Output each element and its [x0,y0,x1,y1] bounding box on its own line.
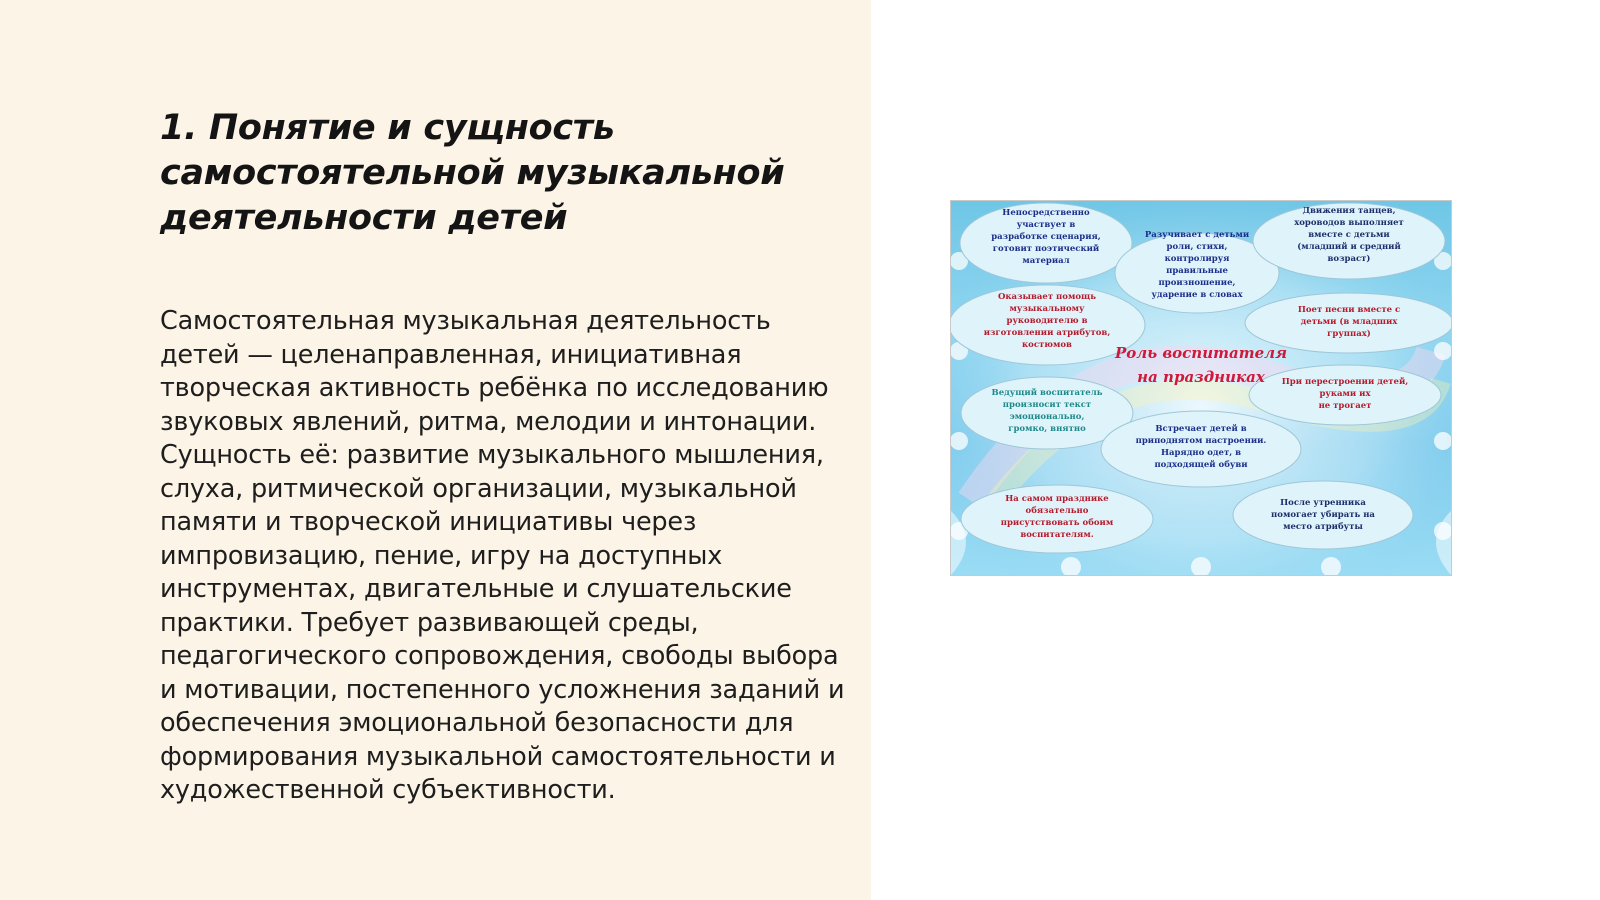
bubble-rearrange: При перестроении детей, руками их не трогает [1281,377,1409,411]
bubble-rehearsal: Разучивает с детьми роли, стихи, контролируя правильные произношение, ударение в словах [1144,230,1250,300]
slide-title: 1. Понятие и сущность самостоятельной музыкальной деятельности детей [160,108,785,238]
slide-body-text: Самостоятельная музыкальная деятельность детей — целенаправленная, инициативная творческая активность ребёнка по исследованию звуковых явлений, ритма, мелодии и интонации. Сущность её: развитие музыкального мышления, слуха, ритмической организации, музыкальной памяти и творческой инициативы через импровизацию, пение, игру на доступных инструментах, двигательные и слушательские практики. Требует развивающей среды, педагогического сопровождения, свободы выбора и мотивации, постепенного усложнения заданий и обеспечения эмоциональной безопасности для формирования музыкальной самостоятельности и художественной субъективности. [160,306,845,805]
bubble-greeting: Встречает детей в приподнятом настроении. Нарядно одет, в подходящей обуви [1135,424,1267,470]
bubble-dance: Движения танцев, хороводов выполняет вместе с детьми (младший и средний возраст) [1294,206,1404,264]
bubble-host: Ведущий воспитатель произносит текст эмоционально, громко, внятно [991,388,1103,434]
bubble-scenario: Непосредственно участвует в разработке сценария, готовит поэтический материал [991,208,1101,266]
diagram-picture [950,200,1452,576]
bubble-presence: На самом празднике обязательно присутствовать обоим воспитателям. [1000,494,1114,540]
bubble-cleanup: После утренника помогает убирать на место атрибуты [1271,498,1375,532]
bubble-costumes: Оказывает помощь музыкальному руководителю в изготовлении атрибутов, костюмов [983,292,1111,350]
diagram-center-title: Роль воспитателя на праздниках [1114,344,1288,386]
bubble-songs: Поет песни вместе с детьми (в младших группах) [1297,305,1401,339]
